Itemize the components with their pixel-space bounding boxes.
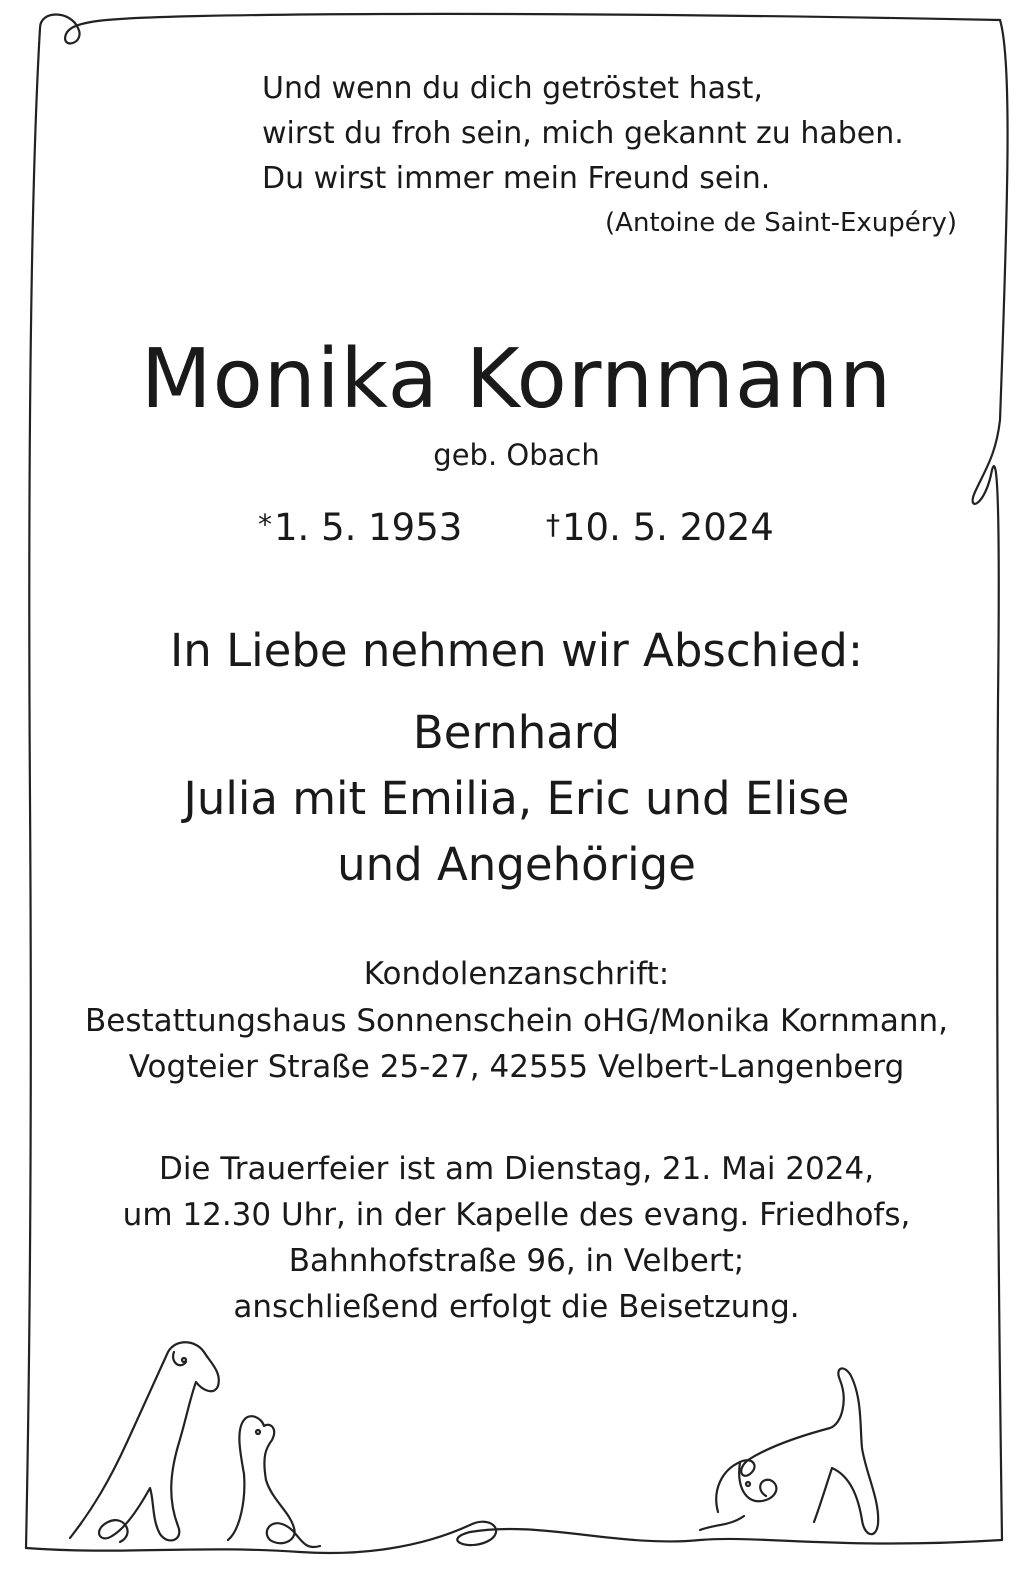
- service-line: um 12.30 Uhr, in der Kapelle des evang. Friedhofs,: [122, 1197, 911, 1233]
- service-line: Die Trauerfeier ist am Dienstag, 21. Mai 2024,: [158, 1151, 875, 1187]
- service-line: Bahnhofstraße 96, in Velbert;: [288, 1243, 745, 1279]
- mourner-line: Bernhard: [412, 706, 621, 759]
- death-cross-icon: †: [546, 508, 560, 541]
- line-art-playing-dog-icon: [700, 1368, 878, 1534]
- condolence-line: Vogteier Straße 25-27, 42555 Velbert-Langenberg: [128, 1049, 905, 1085]
- deceased-name: Monika Kornmann: [140, 332, 893, 427]
- death-date-group: [546, 506, 774, 549]
- condolence-line: Bestattungshaus Sonnenschein oHG/Monika Kornmann,: [85, 1003, 948, 1039]
- line-art-small-dog-icon: [228, 1416, 320, 1547]
- mourner-line: und Angehörige: [337, 838, 696, 891]
- death-date: 10. 5. 2024: [562, 506, 774, 549]
- quote-line: Du wirst immer mein Freund sein.: [262, 161, 771, 196]
- farewell-heading: In Liebe nehmen wir Abschied:: [169, 624, 864, 677]
- birth-date: 1. 5. 1953: [274, 506, 463, 549]
- quote-line: wirst du froh sein, mich gekannt zu haben.: [262, 116, 904, 151]
- birth-date-group: [258, 506, 462, 549]
- quote-author: (Antoine de Saint-Exupéry): [605, 208, 957, 238]
- maiden-name: geb. Obach: [433, 438, 600, 472]
- quote-line: Und wenn du dich getröstet hast,: [262, 71, 763, 106]
- mourner-line: Julia mit Emilia, Eric und Elise: [183, 772, 850, 825]
- line-art-dog-icon: [70, 1342, 219, 1542]
- birth-star-icon: *: [258, 508, 272, 541]
- quote-block: [262, 66, 904, 201]
- condolence-line: Kondolenzanschrift:: [363, 956, 670, 992]
- service-line: anschließend erfolgt die Beisetzung.: [233, 1289, 800, 1325]
